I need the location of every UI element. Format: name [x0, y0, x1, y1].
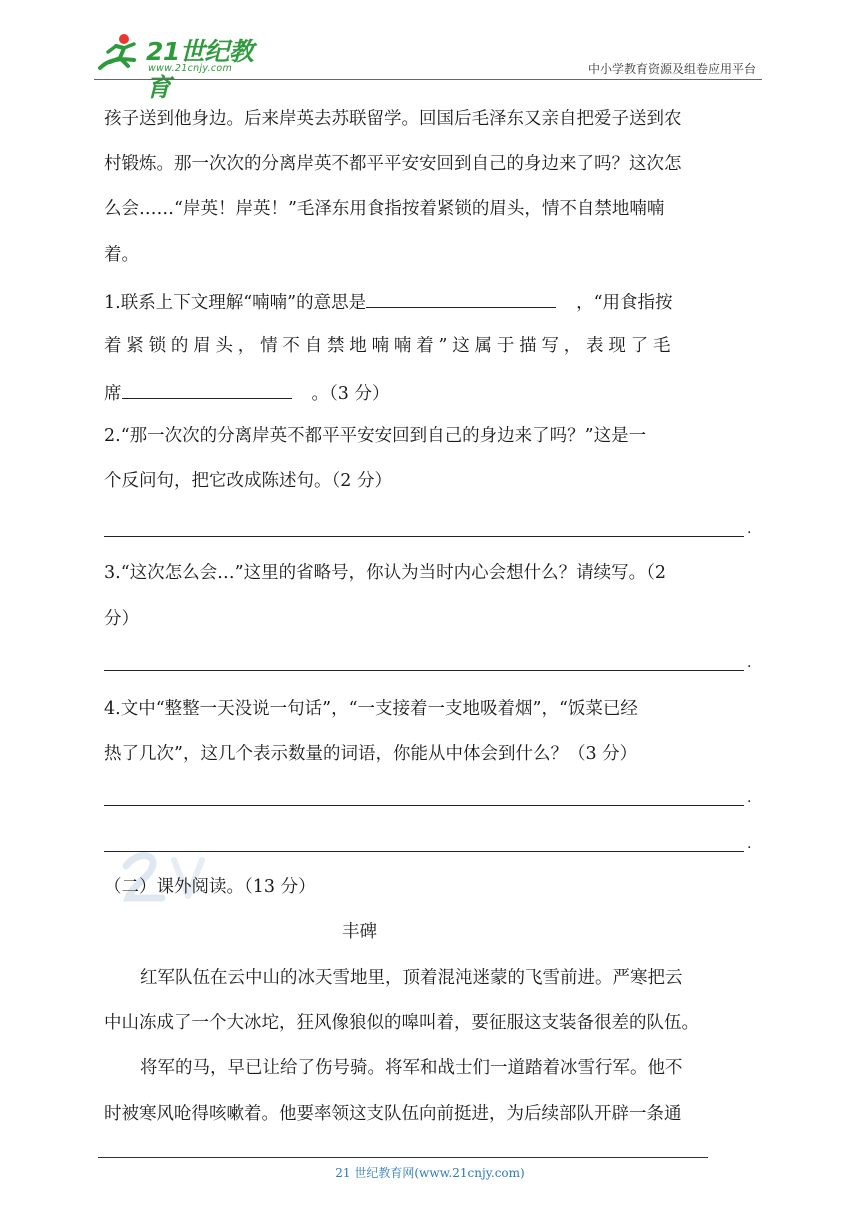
question-2-answer-line[interactable]: [104, 536, 744, 537]
passage-line: 么会……“岸英！岸英！”毛泽东用食指按着紧锁的眉头，情不自禁地喃喃: [104, 199, 665, 219]
passage-line: 孩子送到他身边。后来岸英去苏联留学。回国后毛泽东又亲自把爱子送到农: [104, 109, 682, 129]
passage-line: 着。: [104, 245, 139, 265]
question-2-line-2: 个反问句，把它改成陈述句。（2 分）: [104, 471, 392, 491]
footer-source: 21 世纪教育网(www.21cnjy.com): [335, 1166, 525, 1180]
question-4-line-2: 热了几次”，这几个表示数量的词语，你能从中体会到什么？（3 分）: [104, 744, 638, 764]
header-platform-label: 中小学教育资源及组卷应用平台: [587, 62, 756, 76]
question-1-blank-character[interactable]: [122, 380, 292, 399]
question-1-line-1: [104, 289, 673, 314]
site-logo: [94, 30, 264, 102]
question-1-text-end: 席: [104, 384, 122, 404]
question-1-text: 1.联系上下文理解“喃喃”的意思是: [104, 293, 367, 313]
logo-text: 21世纪教育: [146, 37, 254, 102]
question-2-line-1: 2.“那一次次的分离岸英不都平平安安回到自己的身边来了吗？”这是一: [104, 426, 647, 446]
question-3-line-2: 分）: [104, 609, 139, 629]
question-3-answer-line[interactable]: [104, 670, 744, 671]
question-4-line-1: 4.文中“整整一天没说一句话”，“一支接着一支地吸着烟”，“饭菜已经: [104, 699, 638, 719]
answer-line-end: .: [747, 836, 752, 852]
question-1-line-3: [104, 380, 389, 405]
answer-line-end: .: [747, 655, 752, 671]
footer-divider: [98, 1157, 708, 1158]
section-2-heading: （二）课外阅读。（13 分）: [104, 877, 316, 897]
answer-line-end: .: [747, 790, 752, 806]
article-paragraph-line: 时被寒风呛得咳嗽着。他要率领这支队伍向前挺进，为后续部队开辟一条通: [104, 1104, 682, 1124]
passage-line: 村锻炼。那一次次的分离岸英不都平平安安回到自己的身边来了吗？这次怎: [104, 154, 682, 174]
article-title: 丰碑: [342, 922, 377, 942]
question-1-blank-meaning[interactable]: [366, 289, 556, 308]
question-3-line-1: 3.“这次怎么会…”这里的省略号，你认为当时内心会想什么？请续写。（2: [104, 563, 666, 583]
article-paragraph-line: 中山冻成了一个大冰坨，狂风像狼似的嗥叫着，要征服这支装备很差的队伍。: [104, 1013, 699, 1033]
header-divider: [94, 79, 762, 80]
logo-url: www.21cnjy.com: [148, 63, 233, 74]
article-paragraph-line: 红军队伍在云中山的冰天雪地里，顶着混沌迷蒙的飞雪前进。严寒把云: [140, 968, 683, 988]
runner-icon: [94, 30, 144, 80]
question-1-text-cont: ，“用食指按: [576, 293, 673, 313]
question-1-line-2: 着紧锁的眉头，情不自禁地喃喃着”这属于描写，表现了毛: [104, 336, 676, 356]
answer-line-end: .: [747, 521, 752, 537]
question-1-score: 。（3 分）: [311, 384, 390, 404]
article-paragraph-line: 将军的马，早已让给了伤号骑。将军和战士们一道踏着冰雪行军。他不: [140, 1058, 683, 1078]
question-4-answer-line-1[interactable]: [104, 805, 744, 806]
